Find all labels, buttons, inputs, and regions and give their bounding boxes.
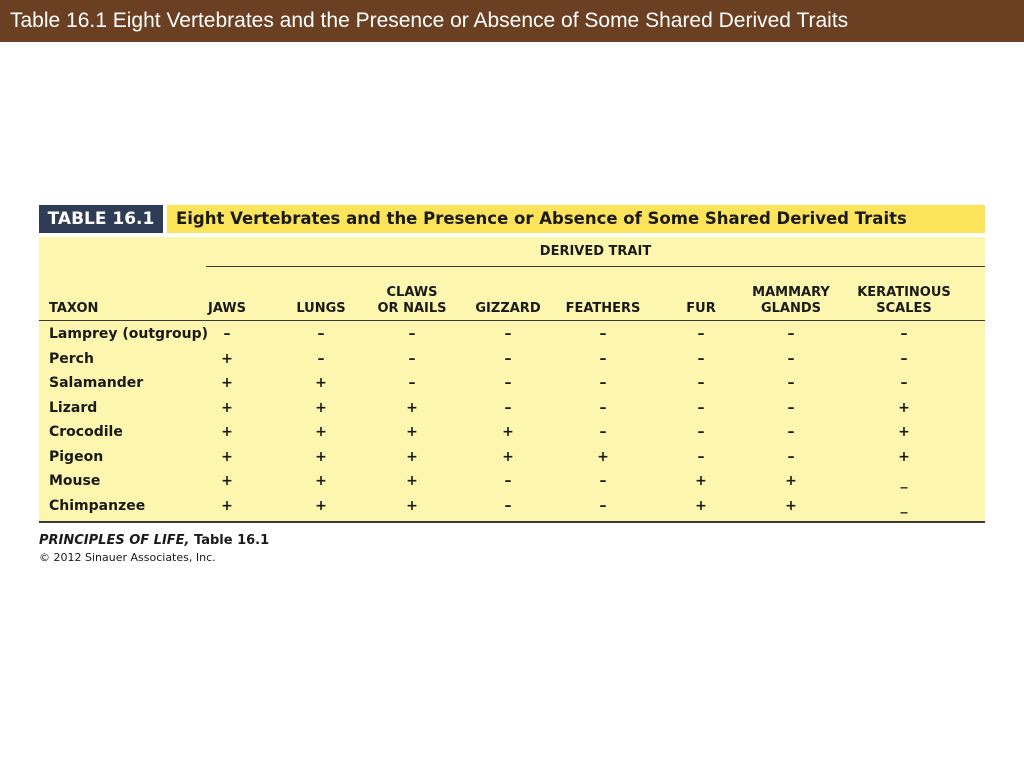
- table-row: [39, 469, 985, 494]
- trait-cell: –: [787, 424, 795, 440]
- trait-cell: +: [315, 448, 327, 465]
- trait-cell: –: [599, 424, 607, 440]
- column-header-trait: JAWS: [207, 301, 247, 316]
- trait-cell: –: [900, 350, 908, 367]
- table-figure: [39, 205, 985, 523]
- trait-cell: –: [504, 473, 512, 489]
- trait-cell: –: [504, 350, 512, 367]
- table-row: [39, 347, 985, 372]
- trait-cell: –: [599, 350, 607, 367]
- trait-cell: +: [898, 424, 910, 440]
- trait-cell: +: [315, 497, 327, 514]
- trait-cell: –: [223, 326, 231, 342]
- trait-cell: –: [697, 350, 705, 367]
- column-header-trait: FEATHERS: [565, 301, 641, 316]
- trait-cell: –: [900, 375, 908, 391]
- taxon-cell: Pigeon: [49, 448, 104, 465]
- trait-cell: –: [408, 350, 416, 367]
- credit-table-ref: Table 16.1: [189, 533, 270, 548]
- header-rule: [39, 320, 985, 321]
- column-header-trait: KERATINOUS SCALES: [857, 285, 951, 316]
- trait-cell: +: [785, 497, 797, 514]
- column-header-trait: CLAWS OR NAILS: [377, 285, 447, 316]
- table-number: TABLE 16.1: [39, 205, 163, 233]
- trait-cell: –: [697, 399, 705, 416]
- table-row: [39, 445, 985, 470]
- trait-cell: –: [504, 497, 512, 514]
- trait-cell: –: [787, 326, 795, 342]
- table-title: Eight Vertebrates and the Presence or Absence of Some Shared Derived Traits: [167, 205, 985, 233]
- trait-cell: –: [599, 375, 607, 391]
- group-header-rule: [206, 266, 985, 267]
- trait-cell: –: [599, 326, 607, 342]
- trait-cell: –: [697, 424, 705, 440]
- trait-cell: –: [317, 350, 325, 367]
- table-row: [39, 396, 985, 421]
- trait-cell: +: [221, 399, 233, 416]
- trait-cell: –: [599, 473, 607, 489]
- trait-cell: +: [695, 497, 707, 514]
- table-body: [39, 237, 985, 523]
- trait-cell: +: [221, 375, 233, 391]
- trait-cell: –: [599, 497, 607, 514]
- taxon-cell: Lamprey (outgroup): [49, 326, 208, 342]
- column-header-trait: LUNGS: [296, 301, 346, 316]
- table-row: [39, 371, 985, 396]
- trait-cell: +: [406, 497, 418, 514]
- trait-cell: –: [317, 326, 325, 342]
- trait-cell: _: [900, 497, 908, 514]
- credit-copyright: © 2012 Sinauer Associates, Inc.: [39, 551, 216, 564]
- credit-book: PRINCIPLES OF LIFE,: [39, 533, 190, 548]
- trait-cell: +: [406, 473, 418, 489]
- trait-cell: +: [221, 473, 233, 489]
- trait-cell: +: [315, 473, 327, 489]
- trait-cell: –: [787, 399, 795, 416]
- trait-cell: +: [406, 448, 418, 465]
- slide-title: Table 16.1 Eight Vertebrates and the Presence or Absence of Some Shared Derived Traits: [0, 0, 1024, 42]
- trait-cell: +: [502, 424, 514, 440]
- derived-trait-header: DERIVED TRAIT: [539, 244, 652, 259]
- trait-cell: +: [221, 350, 233, 367]
- taxon-cell: Chimpanzee: [49, 497, 146, 514]
- trait-cell: +: [221, 497, 233, 514]
- trait-cell: +: [406, 399, 418, 416]
- trait-cell: +: [315, 399, 327, 416]
- trait-cell: –: [697, 326, 705, 342]
- trait-cell: +: [898, 448, 910, 465]
- trait-cell: +: [597, 448, 609, 465]
- credit-source: [39, 532, 269, 550]
- column-header-trait: GIZZARD: [475, 301, 541, 316]
- trait-cell: –: [697, 375, 705, 391]
- taxon-cell: Salamander: [49, 375, 144, 391]
- trait-cell: –: [697, 448, 705, 465]
- trait-cell: +: [315, 375, 327, 391]
- trait-cell: +: [502, 448, 514, 465]
- trait-cell: –: [504, 326, 512, 342]
- trait-cell: –: [504, 399, 512, 416]
- column-header-trait: FUR: [686, 301, 716, 316]
- trait-cell: –: [408, 326, 416, 342]
- taxon-cell: Mouse: [49, 473, 101, 489]
- trait-cell: +: [695, 473, 707, 489]
- trait-cell: –: [504, 375, 512, 391]
- column-header-trait: MAMMARY GLANDS: [752, 285, 830, 316]
- taxon-cell: Perch: [49, 350, 94, 367]
- trait-cell: –: [408, 375, 416, 391]
- trait-cell: +: [406, 424, 418, 440]
- trait-cell: +: [785, 473, 797, 489]
- taxon-cell: Lizard: [49, 399, 98, 416]
- table-rows: [39, 322, 985, 518]
- trait-cell: –: [787, 375, 795, 391]
- trait-cell: _: [900, 473, 908, 489]
- trait-cell: –: [900, 326, 908, 342]
- table-caption-bar: [39, 205, 985, 233]
- column-header-taxon: TAXON: [49, 301, 99, 316]
- trait-cell: +: [898, 399, 910, 416]
- trait-cell: +: [221, 448, 233, 465]
- trait-cell: –: [599, 399, 607, 416]
- table-row: [39, 494, 985, 519]
- taxon-cell: Crocodile: [49, 424, 123, 440]
- trait-cell: –: [787, 350, 795, 367]
- table-row: [39, 420, 985, 445]
- trait-cell: +: [221, 424, 233, 440]
- trait-cell: –: [787, 448, 795, 465]
- credit: [39, 532, 269, 566]
- table-row: [39, 322, 985, 347]
- trait-cell: +: [315, 424, 327, 440]
